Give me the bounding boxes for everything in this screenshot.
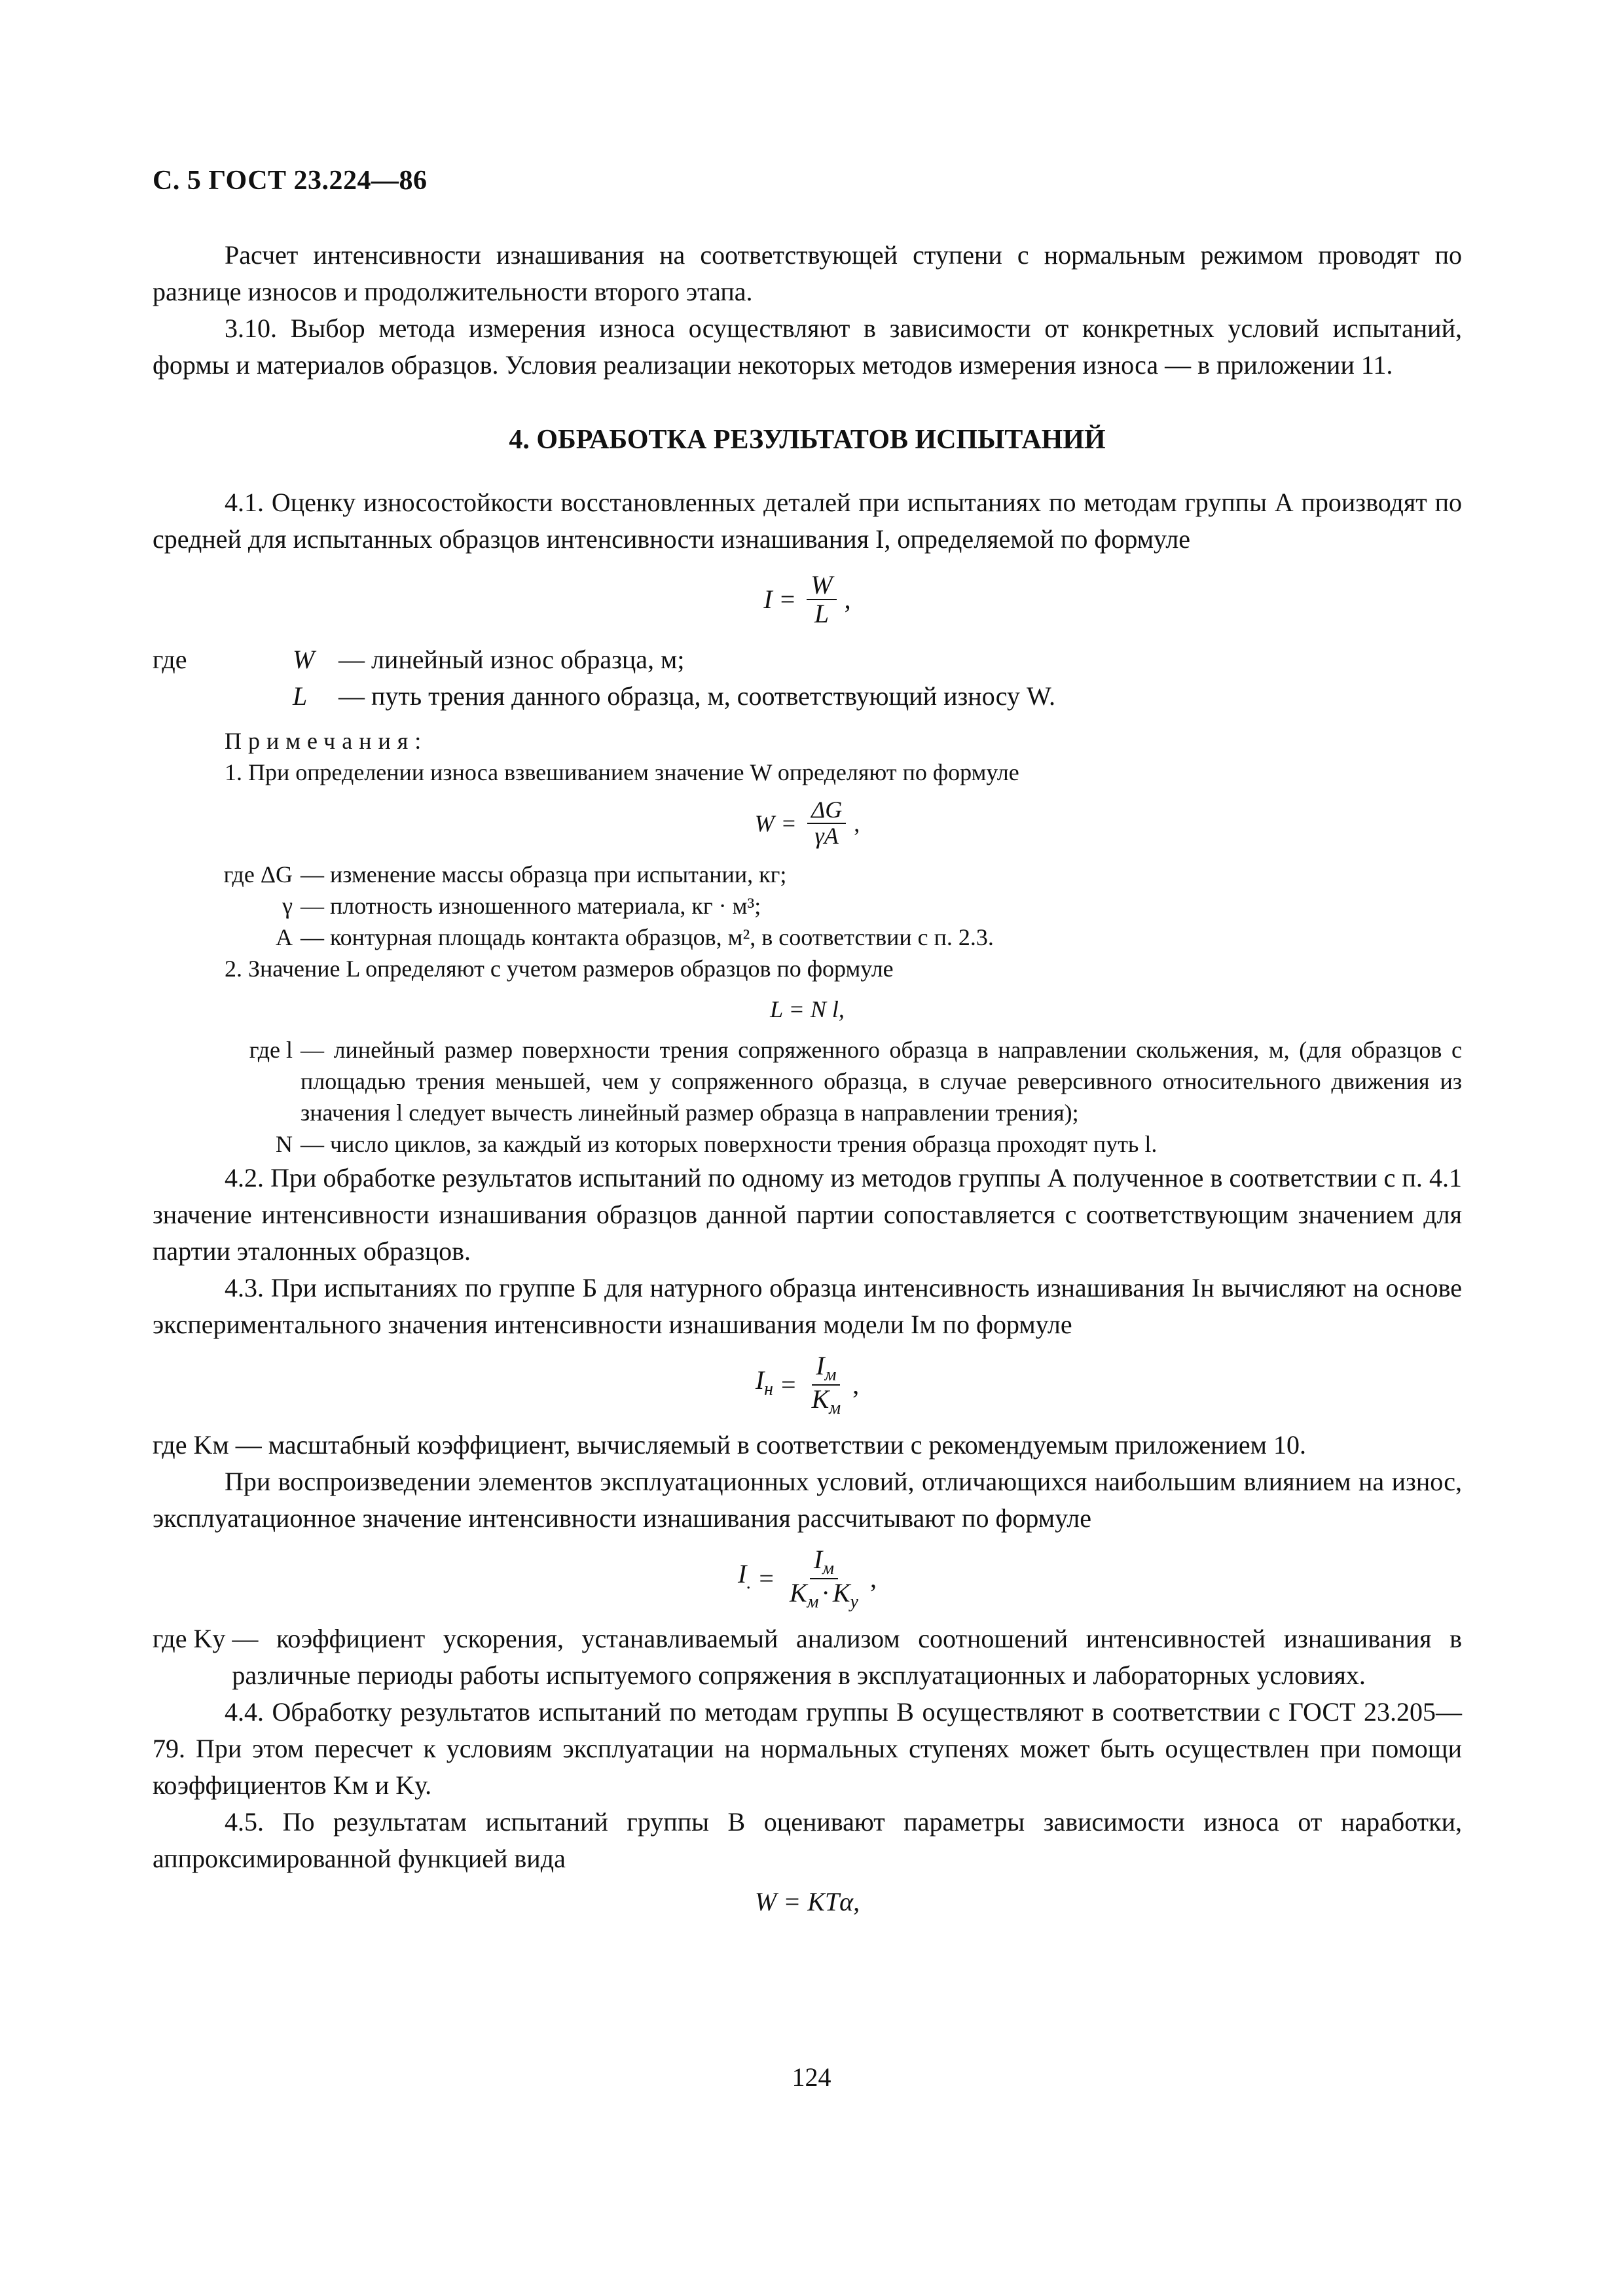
paragraph-4-2: 4.2. При обработке результатов испытаний по одному из методов группы А полученное в соответствии с п. 4.1 значение интенсивности изнашивания образцов данной партии сопоставляется с соответствующим значением для партии эталонных образцов. [153, 1163, 1462, 1266]
symbol: W [293, 645, 315, 674]
symbol: где Kу [153, 1624, 226, 1653]
note-definition [153, 890, 1462, 922]
comma: , [869, 1564, 877, 1593]
notes-block [153, 725, 1462, 1160]
page-header: С. 5 ГОСТ 23.224—86 [153, 166, 428, 196]
notes-heading: Примечания: [225, 728, 428, 754]
paragraph-4-5: 4.5. По результатам испытаний группы В оценивают параметры зависимости износа от наработки, аппроксимированной функцией вида [153, 1807, 1462, 1873]
symbol: где l [249, 1037, 293, 1063]
numerator: $I_м$ [810, 1546, 838, 1579]
symbol: где ΔG [223, 861, 293, 888]
paragraph: Расчет интенсивности изнашивания на соответствующей ступени с нормальным режимом проводят по разнице износов и продолжительности второго этапа. [153, 240, 1462, 306]
definition-row [153, 1621, 1462, 1694]
paragraph-4-3: 4.3. При испытаниях по группе Б для натурного образца интенсивность изнашивания Iн вычисляют на основе экспериментального значения интенсивности изнашивания модели Iм по формуле [153, 1273, 1462, 1339]
note-definition [153, 859, 1462, 890]
note-definition [153, 922, 1462, 953]
formula-operational-intensity [153, 1542, 1462, 1615]
section-title: 4. ОБРАБОТКА РЕЗУЛЬТАТОВ ИСПЫТАНИЙ [509, 425, 1106, 455]
note-1: 1. При определении износа взвешиванием значение W определяют по формуле [225, 759, 1019, 785]
symbol: L [293, 681, 308, 711]
formula-lhs: $I_н$ [755, 1365, 774, 1399]
definition-text: — изменение массы образца при испытании, кг; [301, 861, 787, 888]
denominator: γA [814, 823, 839, 849]
definition-text: — коэффициент ускорения, устанавливаемый анализом соотношений интенсивностей изнашивания в различные периоды работы испытуемого сопряжения в эксплуатационных и лабораторных условиях. [232, 1624, 1462, 1690]
fraction [807, 571, 836, 628]
denominator: L [814, 599, 830, 628]
symbol: где Kм [153, 1430, 229, 1460]
definition-row [153, 641, 1462, 678]
definition-text: — линейный износ образца, м; [338, 645, 685, 674]
definition-text: — плотность изношенного материала, кг · м³; [301, 893, 761, 919]
note-definition [153, 1034, 1462, 1128]
paragraph: 3.10. Выбор метода измерения износа осуществляют в зависимости от конкретных условий испытаний, формы и материалов образцов. Условия реализации некоторых методов измерения износа — в приложении 11. [153, 314, 1462, 380]
definition-text: — линейный размер поверхности трения сопряженного образца в направлении скольжения, м, (для образцов с площадью трения меньшей, чем у сопряженного образца, в случае реверсивного относительного движения из значения l следует вычесть линейный размер образца в направлении трения); [301, 1037, 1462, 1126]
paragraph-4-4: 4.4. Обработку результатов испытаний по методам группы В осуществляют в соответствии с ГОСТ 23.205—79. При этом пересчет к условиям эксплуатации на нормальных ступенях может быть осуществлен при помощи коэффициентов Kм и Kу. [153, 1697, 1462, 1800]
where-label: где [153, 645, 187, 674]
comma: , [854, 810, 860, 836]
formula-intensity [153, 563, 1462, 636]
symbol: N [276, 1131, 293, 1157]
formula-path: L = N l, [770, 996, 845, 1022]
definition-text: — контурная площадь контакта образцов, м², в соответствии с п. 2.3. [301, 924, 994, 950]
fraction [808, 1352, 845, 1418]
equals-sign: = [781, 1370, 796, 1399]
equals-sign: = [780, 584, 795, 614]
fraction [807, 798, 846, 849]
numerator: $I_м$ [812, 1352, 840, 1386]
symbol: γ [282, 893, 293, 919]
definition-text: — число циклов, за каждый из которых поверхности трения образца проходят путь l. [301, 1131, 1158, 1157]
equals-sign: = [782, 810, 796, 836]
numerator: ΔG [807, 798, 846, 824]
symbol: A [276, 924, 293, 950]
denominator: $K_м \cdot K_у$ [789, 1578, 858, 1612]
paragraph-4-3b: При воспроизведении элементов эксплуатационных условий, отличающихся наибольшим влиянием на износ, эксплуатационное значение интенсивности изнашивания рассчитывают по формуле [153, 1467, 1462, 1533]
formula-lhs: $I_.$ [738, 1559, 752, 1593]
numerator: W [807, 571, 836, 600]
formula-lhs: I [763, 584, 773, 614]
formula-natural-intensity [153, 1348, 1462, 1422]
definition-row [153, 678, 1462, 715]
definition-text: — масштабный коэффициент, вычисляемый в соответствии с рекомендуемым приложением 10. [235, 1430, 1306, 1460]
definitions-list [153, 641, 1462, 715]
page-number: 124 [792, 2062, 831, 2092]
formula-wear-weight [153, 793, 1462, 853]
comma: , [844, 584, 851, 614]
note-2: 2. Значение L определяют с учетом размеров образцов по формуле [225, 956, 894, 982]
formula-wear-function: W = KTα, [754, 1887, 860, 1916]
comma: , [852, 1370, 860, 1399]
page-content [153, 237, 1462, 1927]
definition-text: — путь трения данного образца, м, соответствующий износу W. [338, 681, 1056, 711]
definition-row [153, 1427, 1462, 1463]
denominator: $K_м$ [811, 1384, 841, 1418]
formula-lhs: W [754, 810, 775, 836]
fraction [786, 1546, 862, 1612]
paragraph-4-1: 4.1. Оценку износостойкости восстановленных деталей при испытаниях по методам группы А производят по средней для испытанных образцов интенсивности изнашивания I, определяемой по формуле [153, 488, 1462, 554]
note-definition [153, 1128, 1462, 1160]
equals-sign: = [759, 1564, 774, 1593]
